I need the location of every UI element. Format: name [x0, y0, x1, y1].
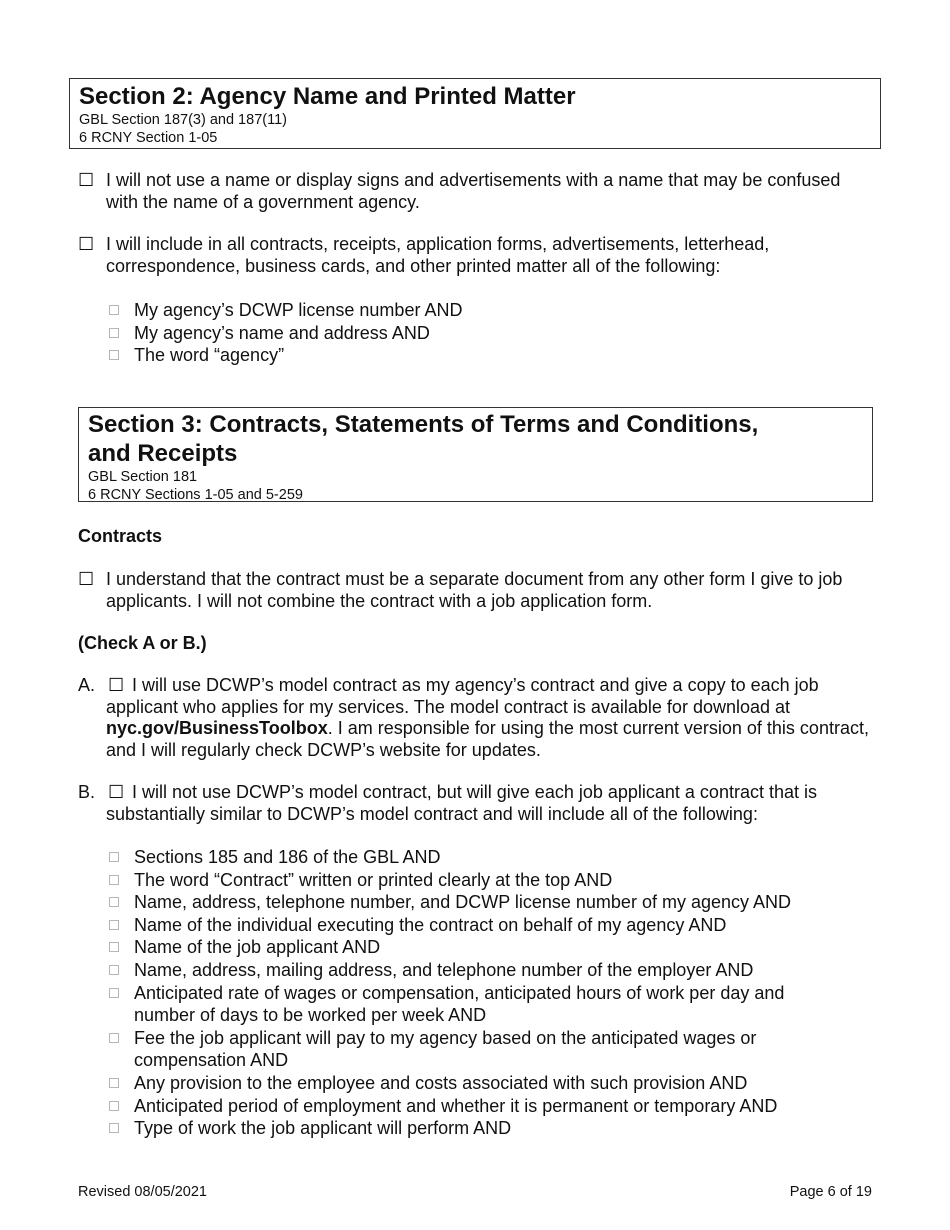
separate-contract-statement: I understand that the contract must be a separate document from any other form I give to job applicants. I will not combine the contract with a job application form. — [106, 569, 843, 611]
checkbox-icon[interactable]: ☐ — [78, 569, 95, 589]
checkbox-icon[interactable]: ☐ — [108, 675, 125, 695]
checkbox-icon[interactable] — [109, 328, 119, 338]
option-b-statement: I will not use DCWP’s model contract, but will give each job applicant a contract that is substantially similar to DCWP’s model contract and will include all of the following: — [106, 782, 817, 824]
list-item[interactable]: Name of the job applicant AND — [108, 936, 834, 959]
checkbox-icon[interactable] — [109, 1101, 119, 1111]
checkbox-icon[interactable]: ☐ — [108, 782, 125, 802]
agency-name-statement: I will not use a name or display signs and advertisements with a name that may be confused with the name of a government agency. — [106, 170, 841, 212]
list-item[interactable]: Any provision to the employee and costs associated with such provision AND — [108, 1072, 834, 1095]
printed-matter-sublist — [108, 299, 834, 367]
checkbox-icon[interactable] — [109, 965, 119, 975]
checkbox-icon[interactable]: ☐ — [78, 234, 95, 254]
checkbox-icon[interactable] — [109, 897, 119, 907]
printed-matter-statement: I will include in all contracts, receipts, application forms, advertisements, letterhead, correspondence, business cards, and other printed matter all of the following: — [106, 234, 770, 276]
checkbox-icon[interactable] — [109, 305, 119, 315]
list-item[interactable]: Sections 185 and 186 of the GBL AND — [108, 846, 834, 869]
section-2-title: Section 2: Agency Name and Printed Matter — [79, 83, 576, 110]
checkbox-icon[interactable] — [109, 350, 119, 360]
section-2-ref-1: GBL Section 187(3) and 187(11) — [79, 112, 287, 128]
list-item[interactable]: The word “Contract” written or printed clearly at the top AND — [108, 869, 834, 892]
revised-date: Revised 08/05/2021 — [78, 1184, 207, 1200]
option-b-letter: B. — [78, 782, 96, 802]
list-item[interactable]: The word “agency” — [108, 344, 834, 367]
checkbox-icon[interactable] — [109, 920, 119, 930]
business-toolbox-link[interactable]: nyc.gov/BusinessToolbox — [106, 718, 328, 738]
list-item[interactable]: My agency’s name and address AND — [108, 322, 834, 345]
section-2-header — [69, 78, 881, 149]
list-item[interactable]: My agency’s DCWP license number AND — [108, 299, 834, 322]
option-b-sublist — [108, 846, 834, 1140]
checkbox-icon[interactable] — [109, 1033, 119, 1043]
checkbox-icon[interactable] — [109, 942, 119, 952]
checkbox-icon[interactable] — [109, 852, 119, 862]
list-item[interactable]: Type of work the job applicant will perform AND — [108, 1117, 834, 1140]
list-item[interactable]: Name, address, mailing address, and telephone number of the employer AND — [108, 959, 834, 982]
list-item[interactable]: Fee the job applicant will pay to my agency based on the anticipated wages or compensation AND — [108, 1027, 834, 1072]
contracts-heading: Contracts — [78, 526, 163, 546]
list-item[interactable]: Anticipated period of employment and whether it is permanent or temporary AND — [108, 1095, 834, 1118]
section-3-title-line-2: and Receipts — [88, 440, 238, 467]
option-a-item[interactable] — [78, 675, 878, 761]
section-3-ref-1: GBL Section 181 — [88, 469, 198, 485]
list-item[interactable]: Anticipated rate of wages or compensation, anticipated hours of work per day and number of days to be worked per week AND — [108, 982, 834, 1027]
checkbox-icon[interactable]: ☐ — [78, 170, 95, 190]
check-a-or-b-heading: (Check A or B.) — [78, 633, 207, 653]
checkbox-icon[interactable] — [109, 1123, 119, 1133]
page-number: Page 6 of 19 — [789, 1184, 872, 1200]
section-2-ref-2: 6 RCNY Section 1-05 — [79, 130, 218, 146]
option-a-letter: A. — [78, 675, 96, 695]
checkbox-icon[interactable] — [109, 1078, 119, 1088]
option-a-statement: I will use DCWP’s model contract as my agency’s contract and give a copy to each job applicant who applies for my services. The model contract is available for download at nyc.gov/BusinessToolbox. I am responsible for using the most current version of this contract, and I will regularly check DCWP’s website for updates. — [106, 675, 869, 760]
list-item[interactable]: Name of the individual executing the contract on behalf of my agency AND — [108, 914, 834, 937]
section-3-header — [78, 407, 873, 502]
section-3-ref-2: 6 RCNY Sections 1-05 and 5-259 — [88, 487, 303, 503]
option-b-item[interactable] — [78, 782, 878, 825]
checkbox-icon[interactable] — [109, 988, 119, 998]
checkbox-icon[interactable] — [109, 875, 119, 885]
section-3-title-line-1: Section 3: Contracts, Statements of Terms and Conditions, — [88, 411, 759, 438]
list-item[interactable]: Name, address, telephone number, and DCWP license number of my agency AND — [108, 891, 834, 914]
